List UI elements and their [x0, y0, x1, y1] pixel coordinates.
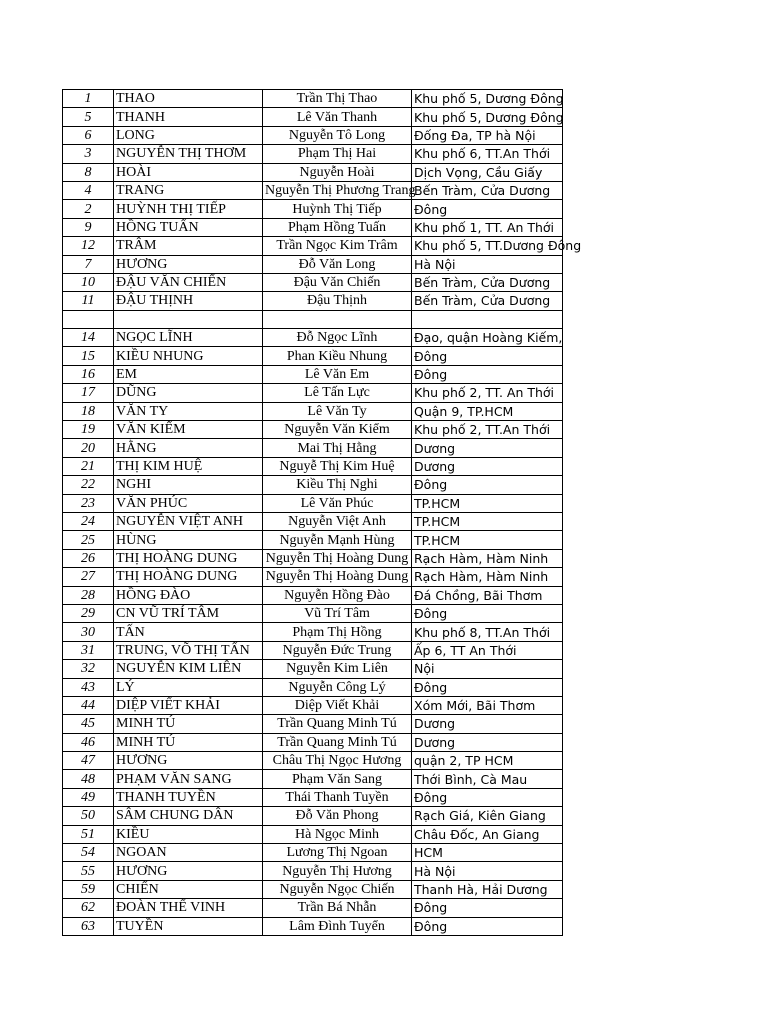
address-cell: Dương	[412, 439, 563, 457]
row-number: 8	[63, 163, 114, 181]
row-number: 21	[63, 457, 114, 475]
fullname-cell: Nguyễn Ngọc Chiến	[263, 880, 412, 898]
table-row	[63, 439, 563, 457]
fullname-cell: Kiều Thị Nghi	[263, 476, 412, 494]
table-row	[63, 108, 563, 126]
row-number: 63	[63, 917, 114, 935]
nickname-cell: ĐOÀN THẾ VINH	[114, 899, 263, 917]
table-row	[63, 457, 563, 475]
nickname-cell: TUYỀN	[114, 917, 263, 935]
table-row	[63, 880, 563, 898]
nickname-cell: VĂN PHÚC	[114, 494, 263, 512]
nickname-cell: NGOAN	[114, 844, 263, 862]
row-number: 46	[63, 733, 114, 751]
fullname-cell: Phạm Thị Hai	[263, 145, 412, 163]
fullname-cell: Lê Văn Phúc	[263, 494, 412, 512]
row-number: 50	[63, 807, 114, 825]
row-number: 20	[63, 439, 114, 457]
table-row	[63, 347, 563, 365]
nickname-cell: NGỌC LĨNH	[114, 329, 263, 347]
address-cell: Dương	[412, 733, 563, 751]
row-number: 23	[63, 494, 114, 512]
row-number: 54	[63, 844, 114, 862]
address-cell: TP.HCM	[412, 531, 563, 549]
row-number: 59	[63, 880, 114, 898]
table-row	[63, 512, 563, 530]
nickname-cell: TRANG	[114, 181, 263, 199]
table-row	[63, 90, 563, 108]
fullname-cell: Huỳnh Thị Tiếp	[263, 200, 412, 218]
row-number: 14	[63, 329, 114, 347]
nickname-cell: VĂN KIỂM	[114, 421, 263, 439]
row-number: 43	[63, 678, 114, 696]
address-cell: quận 2, TP HCM	[412, 752, 563, 770]
nickname-cell	[114, 310, 263, 328]
nickname-cell: HÙNG	[114, 531, 263, 549]
address-cell: TP.HCM	[412, 512, 563, 530]
address-cell: TP.HCM	[412, 494, 563, 512]
row-number: 18	[63, 402, 114, 420]
nickname-cell: NGUYỄN THỊ THƠM	[114, 145, 263, 163]
fullname-cell: Đậu Văn Chiến	[263, 273, 412, 291]
fullname-cell: Hà Ngọc Minh	[263, 825, 412, 843]
nickname-cell: HƯƠNG	[114, 862, 263, 880]
table-row	[63, 568, 563, 586]
table-row	[63, 604, 563, 622]
address-cell: Hà Nội	[412, 255, 563, 273]
nickname-cell: CN VŨ TRÍ TÂM	[114, 604, 263, 622]
fullname-cell: Lâm Đình Tuyển	[263, 917, 412, 935]
nickname-cell: DIỆP VIẾT KHẢI	[114, 696, 263, 714]
nickname-cell: TRUNG, VÕ THỊ TẤN	[114, 641, 263, 659]
address-cell: Đông	[412, 604, 563, 622]
nickname-cell: NGHI	[114, 476, 263, 494]
nickname-cell: THỊ HOÀNG DUNG	[114, 568, 263, 586]
table-row	[63, 292, 563, 310]
table-row	[63, 917, 563, 935]
row-number: 51	[63, 825, 114, 843]
address-cell: Hà Nội	[412, 862, 563, 880]
row-number: 30	[63, 623, 114, 641]
row-number: 2	[63, 200, 114, 218]
row-number: 22	[63, 476, 114, 494]
fullname-cell: Lê Văn Em	[263, 365, 412, 383]
nickname-cell: HOÀI	[114, 163, 263, 181]
row-number: 49	[63, 788, 114, 806]
fullname-cell: Vũ Trí Tâm	[263, 604, 412, 622]
nickname-cell: ĐẬU THỊNH	[114, 292, 263, 310]
fullname-cell: Nguyễn Hoài	[263, 163, 412, 181]
address-cell: Khu phố 2, TT. An Thới	[412, 384, 563, 402]
address-cell: Khu phố 2, TT.An Thới	[412, 421, 563, 439]
fullname-cell: Nguyễn Thị Hương	[263, 862, 412, 880]
fullname-cell: Trần Quang Minh Tú	[263, 733, 412, 751]
row-number: 25	[63, 531, 114, 549]
address-cell: Bến Tràm, Cửa Dương	[412, 181, 563, 199]
nickname-cell: HẰNG	[114, 439, 263, 457]
address-cell: Dương	[412, 457, 563, 475]
fullname-cell: Nguyễn Mạnh Hùng	[263, 531, 412, 549]
contact-table-body	[63, 90, 582, 936]
nickname-cell: NGUYỄN VIỆT ANH	[114, 512, 263, 530]
address-cell: Đông	[412, 917, 563, 935]
nickname-cell: HƯƠNG	[114, 255, 263, 273]
table-row	[63, 329, 563, 347]
nickname-cell: HỒNG TUẤN	[114, 218, 263, 236]
table-row	[63, 549, 563, 567]
fullname-cell: Mai Thị Hằng	[263, 439, 412, 457]
nickname-cell: NGUYỄN KIM LIÊN	[114, 660, 263, 678]
table-row	[63, 807, 563, 825]
row-number: 11	[63, 292, 114, 310]
address-cell: Khu phố 5, Dương Đông	[412, 108, 563, 126]
row-number	[63, 310, 114, 328]
row-number: 44	[63, 696, 114, 714]
nickname-cell: HUỲNH THỊ TIẾP	[114, 200, 263, 218]
table-row	[63, 181, 563, 199]
address-cell: Quận 9, TP.HCM	[412, 402, 563, 420]
table-row	[63, 825, 563, 843]
nickname-cell: SÂM CHUNG DÂN	[114, 807, 263, 825]
fullname-cell: Nguyễn Tô Long	[263, 126, 412, 144]
row-number: 29	[63, 604, 114, 622]
fullname-cell: Thái Thanh Tuyền	[263, 788, 412, 806]
row-number: 6	[63, 126, 114, 144]
address-cell: Đông	[412, 347, 563, 365]
table-row	[63, 788, 563, 806]
nickname-cell: KIỀU	[114, 825, 263, 843]
nickname-cell: TẤN	[114, 623, 263, 641]
row-number: 32	[63, 660, 114, 678]
table-row	[63, 218, 563, 236]
nickname-cell: LONG	[114, 126, 263, 144]
address-cell: Châu Đốc, An Giang	[412, 825, 563, 843]
fullname-cell: Trần Quang Minh Tú	[263, 715, 412, 733]
row-number: 7	[63, 255, 114, 273]
address-cell: Đống Đa, TP hà Nội	[412, 126, 563, 144]
table-row	[63, 476, 563, 494]
fullname-cell: Trần Ngọc Kim Trâm	[263, 237, 412, 255]
fullname-cell: Nguyễn Thị Hoàng Dung	[263, 549, 412, 567]
nickname-cell: THANH	[114, 108, 263, 126]
nickname-cell: HỒNG ĐÀO	[114, 586, 263, 604]
table-row	[63, 733, 563, 751]
table-row	[63, 844, 563, 862]
address-cell: Đông	[412, 476, 563, 494]
table-row	[63, 145, 563, 163]
row-number: 28	[63, 586, 114, 604]
table-row	[63, 531, 563, 549]
fullname-cell: Nguyễn Văn Kiểm	[263, 421, 412, 439]
address-cell: Ấp 6, TT An Thới	[412, 641, 563, 659]
row-number: 27	[63, 568, 114, 586]
fullname-cell: Đỗ Văn Long	[263, 255, 412, 273]
row-number: 10	[63, 273, 114, 291]
table-row	[63, 623, 563, 641]
row-number: 3	[63, 145, 114, 163]
address-cell: Đông	[412, 678, 563, 696]
table-row	[63, 770, 563, 788]
table-row	[63, 402, 563, 420]
address-cell: Bến Tràm, Cửa Dương	[412, 292, 563, 310]
nickname-cell: ĐẬU VĂN CHIẾN	[114, 273, 263, 291]
table-row	[63, 255, 563, 273]
fullname-cell: Phạm Thị Hồng	[263, 623, 412, 641]
table-row	[63, 862, 563, 880]
table-row	[63, 696, 563, 714]
row-number: 1	[63, 90, 114, 108]
address-cell: HCM	[412, 844, 563, 862]
fullname-cell: Phạm Hồng Tuấn	[263, 218, 412, 236]
fullname-cell: Nguyễn Công Lý	[263, 678, 412, 696]
address-cell: Rạch Hàm, Hàm Ninh	[412, 568, 563, 586]
row-number: 4	[63, 181, 114, 199]
table-row	[63, 586, 563, 604]
row-number: 47	[63, 752, 114, 770]
nickname-cell: MINH TÚ	[114, 733, 263, 751]
address-cell: Rạch Giá, Kiên Giang	[412, 807, 563, 825]
row-number: 16	[63, 365, 114, 383]
row-number: 15	[63, 347, 114, 365]
row-number: 55	[63, 862, 114, 880]
nickname-cell: MINH TÚ	[114, 715, 263, 733]
address-cell: Đông	[412, 365, 563, 383]
address-cell: Khu phố 5, Dương Đông	[412, 90, 563, 108]
fullname-cell: Lương Thị Ngoan	[263, 844, 412, 862]
fullname-cell: Nguyễ Thị Kim Huệ	[263, 457, 412, 475]
nickname-cell: THAO	[114, 90, 263, 108]
table-row	[63, 421, 563, 439]
table-row	[63, 678, 563, 696]
row-number: 19	[63, 421, 114, 439]
fullname-cell: Diệp Viết Khải	[263, 696, 412, 714]
row-number: 12	[63, 237, 114, 255]
nickname-cell: VĂN TY	[114, 402, 263, 420]
row-number: 45	[63, 715, 114, 733]
address-cell: Đá Chồng, Bãi Thơm	[412, 586, 563, 604]
table-row	[63, 273, 563, 291]
address-cell: Đông	[412, 788, 563, 806]
fullname-cell: Lê Văn Ty	[263, 402, 412, 420]
fullname-cell: Phạm Văn Sang	[263, 770, 412, 788]
table-row	[63, 752, 563, 770]
table-row	[63, 200, 563, 218]
table-row	[63, 494, 563, 512]
row-number: 31	[63, 641, 114, 659]
nickname-cell: THANH TUYỀN	[114, 788, 263, 806]
table-row	[63, 641, 563, 659]
fullname-cell: Châu Thị Ngọc Hương	[263, 752, 412, 770]
nickname-cell: KIỀU NHUNG	[114, 347, 263, 365]
fullname-cell: Đậu Thịnh	[263, 292, 412, 310]
address-cell: Thới Bình, Cà Mau	[412, 770, 563, 788]
fullname-cell: Trần Thị Thao	[263, 90, 412, 108]
contact-table	[62, 89, 582, 936]
row-number: 48	[63, 770, 114, 788]
address-cell: Khu phố 1, TT. An Thới	[412, 218, 563, 236]
row-number: 17	[63, 384, 114, 402]
address-cell: Khu phố 8, TT.An Thới	[412, 623, 563, 641]
table-row	[63, 365, 563, 383]
address-cell: Đạo, quận Hoàng Kiếm,	[412, 329, 563, 347]
fullname-cell: Nguyễn Thị Phương Trang	[263, 181, 412, 199]
fullname-cell: Đỗ Ngọc Lĩnh	[263, 329, 412, 347]
address-cell: Rạch Hàm, Hàm Ninh	[412, 549, 563, 567]
nickname-cell: EM	[114, 365, 263, 383]
fullname-cell: Phan Kiều Nhung	[263, 347, 412, 365]
fullname-cell: Nguyễn Thị Hoàng Dung	[263, 568, 412, 586]
table-row	[63, 899, 563, 917]
nickname-cell: TRÂM	[114, 237, 263, 255]
row-number: 5	[63, 108, 114, 126]
nickname-cell: THỊ HOÀNG DUNG	[114, 549, 263, 567]
table-row	[63, 715, 563, 733]
row-number: 26	[63, 549, 114, 567]
fullname-cell: Đỗ Văn Phong	[263, 807, 412, 825]
address-cell: Nội	[412, 660, 563, 678]
fullname-cell: Trần Bá Nhẫn	[263, 899, 412, 917]
nickname-cell: THỊ KIM HUỆ	[114, 457, 263, 475]
fullname-cell: Nguyễn Hồng Đào	[263, 586, 412, 604]
address-cell: Xóm Mới, Bãi Thơm	[412, 696, 563, 714]
fullname-cell: Lê Tấn Lực	[263, 384, 412, 402]
nickname-cell: PHẠM VĂN SANG	[114, 770, 263, 788]
nickname-cell: DŨNG	[114, 384, 263, 402]
fullname-cell: Nguyễn Đức Trung	[263, 641, 412, 659]
table-row	[63, 163, 563, 181]
address-cell	[412, 310, 563, 328]
table-row	[63, 126, 563, 144]
nickname-cell: HƯƠNG	[114, 752, 263, 770]
nickname-cell: LÝ	[114, 678, 263, 696]
table-row	[63, 237, 563, 255]
fullname-cell: Nguyễn Việt Anh	[263, 512, 412, 530]
address-cell: Đông	[412, 899, 563, 917]
table-row	[63, 660, 563, 678]
table-row	[63, 310, 563, 328]
address-cell: Thanh Hà, Hải Dương	[412, 880, 563, 898]
row-number: 24	[63, 512, 114, 530]
address-cell: Khu phố 5, TT.Dương Đông	[412, 237, 563, 255]
table-row	[63, 384, 563, 402]
address-cell: Dương	[412, 715, 563, 733]
fullname-cell	[263, 310, 412, 328]
fullname-cell: Lê Văn Thanh	[263, 108, 412, 126]
row-number: 9	[63, 218, 114, 236]
address-cell: Đông	[412, 200, 563, 218]
nickname-cell: CHIẾN	[114, 880, 263, 898]
address-cell: Dịch Vọng, Cầu Giấy	[412, 163, 563, 181]
address-cell: Bến Tràm, Cửa Dương	[412, 273, 563, 291]
row-number: 62	[63, 899, 114, 917]
fullname-cell: Nguyễn Kim Liên	[263, 660, 412, 678]
address-cell: Khu phố 6, TT.An Thới	[412, 145, 563, 163]
